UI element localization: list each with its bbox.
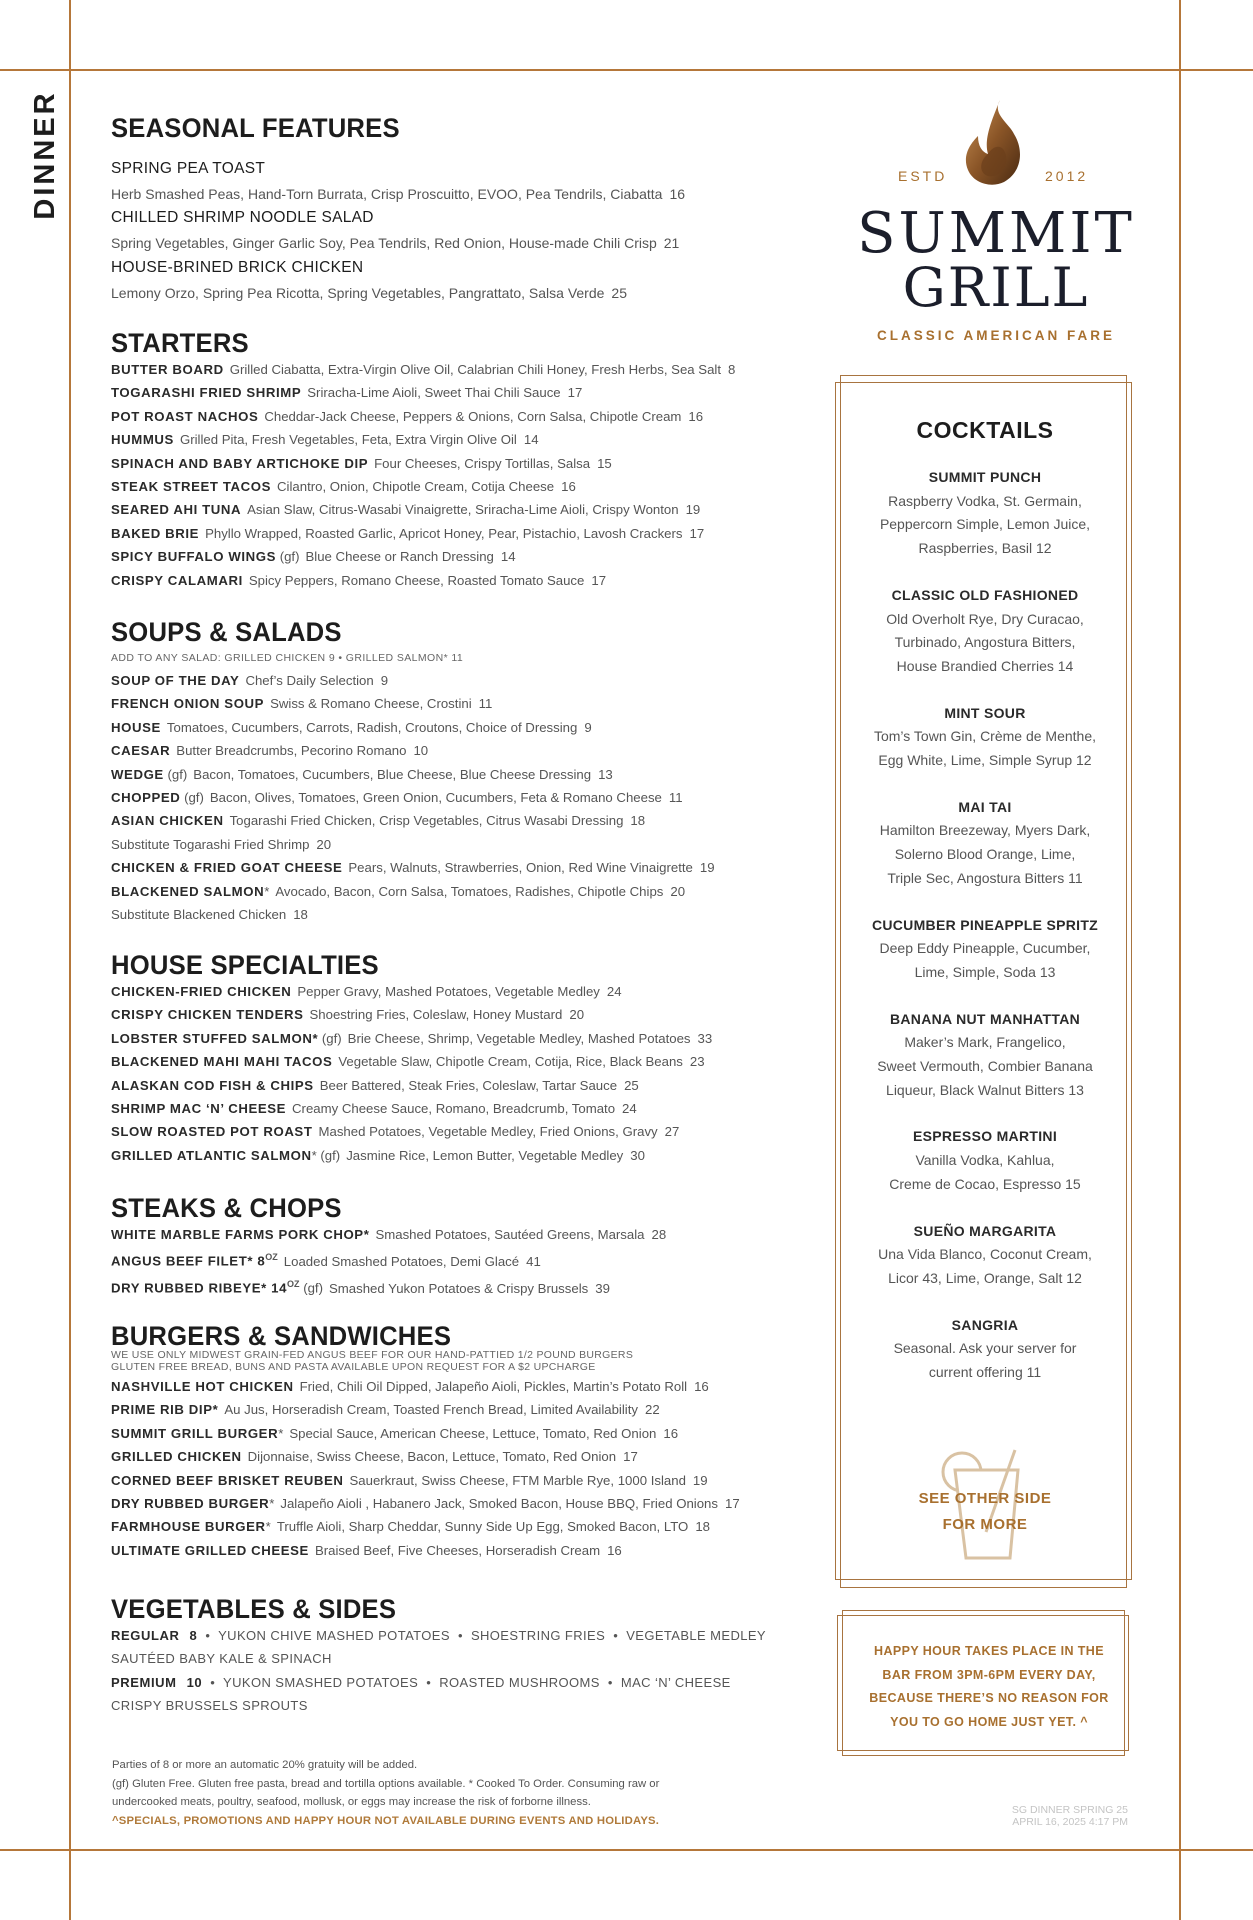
item-price: 25 — [611, 284, 627, 301]
side-item: MAC ‘N’ CHEESE — [620, 1674, 731, 1690]
item-price: 18 — [695, 1519, 710, 1535]
side-item: SAUTÉED BABY KALE & SPINACH — [111, 1651, 332, 1667]
menu-item — [111, 1097, 811, 1120]
bullet-separator: • — [449, 1628, 471, 1643]
item-name: CHICKEN & FRIED GOAT CHEESE — [111, 860, 343, 876]
item-description: Grilled Ciabatta, Extra-Virgin Olive Oil, Calabrian Chili Honey, Fresh Herbs, Sea Salt — [229, 362, 722, 377]
menu-item — [111, 498, 811, 521]
item-name: DRY RUBBED BURGER — [111, 1496, 270, 1512]
menu-item — [111, 1445, 811, 1468]
happy-hour-line: HAPPY HOUR TAKES PLACE IN THE — [874, 1644, 1104, 1658]
menu-item — [111, 1539, 811, 1562]
menu-item — [111, 1375, 811, 1398]
menu-item — [111, 522, 811, 545]
seasonal-item-name: HOUSE-BRINED BRICK CHICKEN — [111, 258, 364, 276]
item-name: ALASKAN COD FISH & CHIPS — [111, 1077, 314, 1093]
section-title: STARTERS — [111, 328, 249, 358]
item-name: CORNED BEEF BRISKET REUBEN — [111, 1472, 344, 1488]
side-item: YUKON CHIVE MASHED POTATOES — [218, 1628, 450, 1643]
item-description: Sauerkraut, Swiss Cheese, FTM Marble Rye, 1000 Island — [349, 1472, 686, 1488]
cocktail-name: BANANA NUT MANHATTAN — [889, 1010, 1081, 1027]
item-description: Butter Breadcrumbs, Pecorino Romano — [176, 743, 407, 759]
happy-hour-notice — [850, 1640, 1128, 1734]
item-description: Truffle Aioli, Sharp Cheddar, Sunny Side Up Egg, Smoked Bacon, LTO — [276, 1519, 689, 1535]
item-name: NASHVILLE HOT CHICKEN — [111, 1379, 294, 1394]
item-description: Beer Battered, Steak Fries, Coleslaw, Tartar Sauce — [319, 1077, 618, 1093]
item-name: BLACKENED MAHI MAHI TACOS — [111, 1054, 333, 1070]
item-name: GRILLED CHICKEN — [111, 1449, 242, 1465]
item-price: 16 — [669, 185, 686, 202]
item-price: 11 — [478, 696, 493, 712]
side-item: CRISPY BRUSSELS SPROUTS — [111, 1698, 308, 1714]
happy-hour-line: BECAUSE THERE’S NO REASON FOR — [869, 1691, 1109, 1705]
cocktail-name: ESPRESSO MARTINI — [912, 1128, 1058, 1145]
cocktail-name: CUCUMBER PINEAPPLE SPRITZ — [871, 916, 1099, 933]
item-description: Brie Cheese, Shrimp, Vegetable Medley, Mashed Potatoes — [347, 1030, 691, 1046]
item-price: 20 — [569, 1007, 585, 1023]
item-price: 27 — [664, 1124, 680, 1140]
item-price: 14 — [523, 432, 539, 448]
item-name: LOBSTER STUFFED SALMON* — [111, 1030, 319, 1046]
side-item: YUKON SMASHED POTATOES — [223, 1674, 419, 1690]
cocktail-item — [850, 1125, 1120, 1196]
menu-item — [111, 980, 811, 1003]
menu-item — [111, 1050, 811, 1073]
menu-item — [111, 833, 811, 856]
item-description: Braised Beef, Five Cheeses, Horseradish Cream — [314, 1542, 601, 1558]
item-tag: (gf) — [163, 766, 188, 782]
logo-estd: ESTD — [898, 168, 948, 184]
item-price: 17 — [689, 525, 705, 541]
item-name: DRY RUBBED RIBEYE* 14 — [111, 1280, 288, 1296]
logo-name-summit: SUMMIT — [857, 201, 1135, 266]
sides-group-label: PREMIUM — [111, 1674, 177, 1690]
item-name: CRISPY CHICKEN TENDERS — [111, 1007, 304, 1023]
item-price: 25 — [624, 1077, 639, 1093]
cocktail-item — [850, 584, 1120, 679]
cocktail-item — [850, 914, 1120, 985]
cocktail-description: Raspberries, Basil 12 — [918, 540, 1052, 557]
version-stamp — [1012, 1804, 1128, 1828]
item-price: 16 — [607, 1542, 622, 1558]
item-name: PRIME RIB DIP* — [111, 1402, 219, 1418]
item-description: Jasmine Rice, Lemon Butter, Vegetable Medley — [346, 1147, 624, 1163]
bullet-separator: • — [599, 1674, 621, 1690]
item-description: Smashed Yukon Potatoes & Crispy Brussels — [328, 1280, 589, 1296]
item-price: 28 — [651, 1227, 667, 1242]
bullet-separator: • — [197, 1628, 219, 1643]
footer-notice: ^SPECIALS, PROMOTIONS AND HAPPY HOUR NOT AVAILABLE DURING EVENTS AND HOLIDAYS. — [112, 1814, 660, 1827]
happy-hour-line: YOU TO GO HOME JUST YET. ^ — [890, 1714, 1088, 1729]
cocktail-description: Raspberry Vodka, St. Germain, — [888, 492, 1082, 509]
sides-group-label: REGULAR — [111, 1628, 180, 1643]
menu-item — [111, 669, 811, 692]
menu-item — [111, 1120, 811, 1143]
cocktail-description: Lime, Simple, Soda 13 — [914, 963, 1056, 980]
section-note: GLUTEN FREE BREAD, BUNS AND PASTA AVAILABLE UPON REQUEST FOR A $2 UPCHARGE — [111, 1361, 596, 1373]
menu-item — [111, 763, 811, 786]
item-description: Spicy Peppers, Romano Cheese, Roasted Tomato Sauce — [248, 572, 585, 588]
item-substitute: Substitute Togarashi Fried Shrimp — [111, 836, 310, 852]
item-price: 17 — [623, 1449, 638, 1465]
item-description: Pears, Walnuts, Strawberries, Onion, Red Wine Vinaigrette — [348, 860, 693, 876]
sides-group-line — [111, 1624, 811, 1647]
cocktail-description: House Brandied Cherries 14 — [896, 657, 1074, 674]
cocktail-name: SANGRIA — [951, 1316, 1019, 1333]
section-note: WE USE ONLY MIDWEST GRAIN-FED ANGUS BEEF FOR OUR HAND-PATTIED 1/2 POUND BURGERS — [111, 1349, 634, 1361]
item-description: Herb Smashed Peas, Hand-Torn Burrata, Crisp Proscuitto, EVOO, Pea Tendrils, Ciabatta — [111, 185, 663, 202]
bullet-separator: • — [605, 1628, 627, 1643]
item-description: Grilled Pita, Fresh Vegetables, Feta, Extra Virgin Olive Oil — [179, 432, 517, 448]
see-other-line-1: SEE OTHER SIDE — [918, 1490, 1052, 1507]
item-tag: (gf) — [180, 790, 204, 806]
item-name: HUMMUS — [111, 432, 174, 448]
menu-item — [111, 1273, 811, 1300]
seasonal-item-desc — [111, 182, 811, 207]
item-name: ASIAN CHICKEN — [111, 813, 224, 829]
seasonal-item-name: SPRING PEA TOAST — [111, 160, 266, 177]
menu-item — [111, 381, 811, 404]
menu-item — [111, 856, 811, 879]
item-tag: (gf) — [299, 1280, 323, 1296]
item-price: 11 — [668, 790, 683, 806]
item-price: 15 — [597, 455, 612, 471]
cocktail-description: Tom’s Town Gin, Crème de Menthe, — [873, 728, 1097, 745]
item-price: 17 — [567, 385, 583, 401]
item-price: 19 — [692, 1472, 708, 1488]
item-name: BAKED BRIE — [111, 525, 200, 541]
menu-item — [111, 739, 811, 762]
item-name: GRILLED ATLANTIC SALMON — [111, 1147, 312, 1163]
item-name: CRISPY CALAMARI — [111, 572, 243, 588]
item-description: Phyllo Wrapped, Roasted Garlic, Apricot Honey, Pear, Pistachio, Lavosh Crackers — [205, 525, 683, 541]
cocktail-name: SUMMIT PUNCH — [928, 469, 1042, 485]
menu-item — [111, 1422, 811, 1445]
menu-item — [111, 1223, 811, 1246]
menu-item — [111, 569, 811, 592]
item-description: Asian Slaw, Citrus-Wasabi Vinaigrette, Sriracha-Lime Aioli, Crispy Wonton — [247, 502, 679, 518]
section-title: STEAKS & CHOPS — [111, 1193, 342, 1223]
item-price: 13 — [598, 766, 613, 782]
cocktail-description: Licor 43, Lime, Orange, Salt 12 — [888, 1269, 1082, 1286]
cocktail-description: Deep Eddy Pineapple, Cucumber, — [879, 940, 1091, 957]
item-name: SOUP OF THE DAY — [111, 673, 240, 688]
item-description: Chef’s Daily Selection — [245, 673, 374, 688]
sides-group-price: 8 — [189, 1628, 198, 1643]
item-description: Mashed Potatoes, Vegetable Medley, Fried Onions, Gravy — [318, 1124, 658, 1140]
cocktail-description: Creme de Cocao, Espresso 15 — [889, 1175, 1081, 1192]
flame-logo-icon — [962, 100, 1032, 186]
item-price: 24 — [622, 1101, 637, 1117]
section-soups-salads — [111, 617, 811, 926]
menu-item — [111, 405, 811, 428]
cocktail-item — [850, 702, 1120, 773]
item-description: Swiss & Romano Cheese, Crostini — [270, 696, 472, 712]
item-name: SPICY BUFFALO WINGS — [111, 549, 277, 565]
item-description: Cheddar-Jack Cheese, Peppers & Onions, Corn Salsa, Chipotle Cream — [264, 408, 682, 424]
section-seasonal-features — [111, 113, 811, 305]
item-price: 39 — [595, 1280, 610, 1296]
item-price: 9 — [584, 719, 592, 735]
item-price: 10 — [413, 743, 429, 759]
item-price: 41 — [526, 1253, 541, 1269]
item-price: 14 — [500, 549, 516, 565]
item-name: CHOPPED — [111, 790, 181, 806]
item-name: SLOW ROASTED POT ROAST — [111, 1124, 313, 1140]
item-name: SUMMIT GRILL BURGER — [111, 1425, 279, 1441]
item-tag: (gf) — [276, 549, 300, 565]
menu-item — [111, 1003, 811, 1026]
seasonal-item-desc — [111, 231, 811, 256]
item-description: Pepper Gravy, Mashed Potatoes, Vegetable Medley — [297, 984, 600, 999]
item-tag: * — [265, 1519, 271, 1535]
menu-item — [111, 880, 811, 903]
item-price: 16 — [694, 1379, 709, 1394]
cocktail-description: Seasonal. Ask your server for — [893, 1340, 1077, 1357]
item-name: CAESAR — [111, 743, 171, 759]
section-burgers-sandwiches — [111, 1321, 811, 1562]
item-name: TOGARASHI FRIED SHRIMP — [111, 385, 302, 401]
menu-item — [111, 452, 811, 475]
version-name: SG DINNER SPRING 25 — [1011, 1804, 1128, 1816]
item-tag: (gf) — [318, 1030, 342, 1046]
item-name: STEAK STREET TACOS — [111, 479, 272, 495]
item-description: Four Cheeses, Crispy Tortillas, Salsa — [374, 455, 591, 471]
item-price: 17 — [591, 572, 607, 588]
section-title: HOUSE SPECIALTIES — [111, 950, 379, 980]
section-house-specialties — [111, 950, 811, 1167]
item-description: Fried, Chili Oil Dipped, Jalapeño Aioli, Pickles, Martin’s Potato Roll — [299, 1379, 688, 1394]
sides-group-line — [111, 1671, 811, 1694]
item-name: FRENCH ONION SOUP — [111, 696, 265, 712]
item-price: 20 — [670, 883, 686, 899]
menu-item — [111, 1398, 811, 1421]
cocktail-item — [850, 1314, 1120, 1385]
item-substitute: Substitute Blackened Chicken — [111, 907, 287, 923]
footer-disclaimer-2: undercooked meats, poultry, seafood, mollusk, or eggs may increase the risk of forborne illness. — [112, 1796, 591, 1808]
item-description: Blue Cheese or Ranch Dressing — [305, 549, 494, 565]
section-vegetables-sides — [111, 1594, 811, 1718]
version-date: APRIL 16, 2025 4:17 PM — [1012, 1816, 1128, 1828]
menu-footer — [112, 1756, 659, 1830]
logo-name-grill: GRILL — [902, 256, 1090, 319]
item-size-unit: OZ — [287, 1279, 300, 1290]
logo-year: 2012 — [1045, 168, 1089, 184]
item-price: 16 — [663, 1425, 679, 1441]
side-item: ROASTED MUSHROOMS — [439, 1674, 600, 1690]
item-name: CHICKEN-FRIED CHICKEN — [111, 984, 292, 999]
menu-item — [111, 809, 811, 832]
item-description: Cilantro, Onion, Chipotle Cream, Cotija Cheese — [277, 479, 555, 495]
menu-item — [111, 358, 811, 381]
item-name: WHITE MARBLE FARMS PORK CHOP* — [111, 1227, 370, 1242]
sides-group-price: 10 — [186, 1674, 203, 1690]
menu-item — [111, 716, 811, 739]
menu-item — [111, 1515, 811, 1538]
item-price: 23 — [689, 1054, 705, 1070]
item-price: 24 — [606, 984, 622, 999]
item-price: 21 — [663, 235, 680, 252]
frame-rule-bottom — [0, 1849, 1253, 1851]
item-size-unit: OZ — [265, 1252, 278, 1263]
item-description: Smashed Potatoes, Sautéed Greens, Marsala — [375, 1227, 645, 1242]
item-name: SPINACH AND BABY ARTICHOKE DIP — [111, 455, 369, 471]
item-description: Vegetable Slaw, Chipotle Cream, Cotija, Rice, Black Beans — [338, 1054, 683, 1070]
item-description: Bacon, Olives, Tomatoes, Green Onion, Cucumbers, Feta & Romano Cheese — [209, 790, 662, 806]
salad-add-ons: ADD TO ANY SALAD: GRILLED CHICKEN 9 • GRILLED SALMON* 11 — [111, 652, 464, 664]
cocktail-description: Vanilla Vodka, Kahlua, — [915, 1152, 1055, 1169]
menu-item — [111, 903, 811, 926]
item-price: 16 — [561, 479, 576, 495]
item-name: BLACKENED SALMON — [111, 883, 265, 899]
cocktail-description: Triple Sec, Angostura Bitters 11 — [887, 869, 1083, 886]
item-description: Au Jus, Horseradish Cream, Toasted French Bread, Limited Availability — [224, 1402, 638, 1418]
cocktail-description: Maker’s Mark, Frangelico, — [904, 1034, 1066, 1051]
bullet-separator: • — [202, 1674, 224, 1690]
menu-item — [111, 1469, 811, 1492]
item-name: ANGUS BEEF FILET* 8 — [111, 1253, 266, 1269]
item-name: HOUSE — [111, 719, 161, 735]
item-description: Spring Vegetables, Ginger Garlic Soy, Pea Tendrils, Red Onion, House-made Chili Crisp — [111, 235, 657, 252]
cocktail-item — [850, 1220, 1120, 1291]
cocktail-name: CLASSIC OLD FASHIONED — [891, 586, 1079, 603]
item-name: WEDGE — [111, 766, 164, 782]
cocktail-description: Sweet Vermouth, Combier Banana — [877, 1058, 1093, 1075]
menu-item — [111, 475, 811, 498]
item-description: Sriracha-Lime Aioli, Sweet Thai Chili Sauce — [307, 385, 561, 401]
cocktail-name: MINT SOUR — [944, 704, 1026, 721]
cocktail-description: Una Vida Blanco, Coconut Cream, — [878, 1246, 1092, 1263]
menu-item — [111, 1246, 811, 1273]
section-title: SEASONAL FEATURES — [111, 113, 400, 143]
item-name: SHRIMP MAC ‘N’ CHEESE — [111, 1101, 287, 1117]
cocktail-item — [850, 796, 1120, 891]
item-price: 19 — [685, 502, 701, 518]
cocktails-title: COCKTAILS — [916, 417, 1054, 443]
item-description: Shoestring Fries, Coleslaw, Honey Mustard — [309, 1007, 563, 1023]
item-price: 22 — [644, 1402, 660, 1418]
item-tag: * (gf) — [311, 1147, 341, 1163]
frame-rule-left — [69, 0, 71, 1920]
item-tag: * — [269, 1496, 275, 1512]
item-price: 30 — [630, 1147, 645, 1163]
see-other-side-link[interactable] — [850, 1486, 1120, 1538]
seasonal-item-name: CHILLED SHRIMP NOODLE SALAD — [111, 209, 374, 227]
cocktail-name: MAI TAI — [958, 798, 1012, 815]
menu-item — [111, 786, 811, 809]
cocktail-description: Solerno Blood Orange, Lime, — [894, 846, 1076, 863]
section-title: SOUPS & SALADS — [111, 617, 342, 647]
section-title: BURGERS & SANDWICHES — [111, 1321, 452, 1351]
cocktail-description: Hamilton Breezeway, Myers Dark, — [879, 822, 1091, 839]
menu-item — [111, 692, 811, 715]
footer-disclaimer-1: (gf) Gluten Free. Gluten free pasta, bread and tortilla options available. * Cooked To Order. Consuming raw or — [112, 1777, 660, 1790]
cocktail-description: Peppercorn Simple, Lemon Juice, — [879, 516, 1091, 533]
see-other-line-2: FOR MORE — [942, 1516, 1028, 1533]
section-starters — [111, 328, 811, 592]
footer-gratuity: Parties of 8 or more an automatic 20% gratuity will be added. — [112, 1759, 418, 1771]
item-description: Lemony Orzo, Spring Pea Ricotta, Spring Vegetables, Pangrattato, Salsa Verde — [111, 284, 605, 301]
item-price: 16 — [688, 408, 704, 424]
cocktail-item — [850, 1008, 1120, 1103]
item-name: POT ROAST NACHOS — [111, 408, 259, 424]
item-description: Togarashi Fried Chicken, Crisp Vegetables, Citrus Wasabi Dressing — [229, 813, 624, 829]
item-description: Creamy Cheese Sauce, Romano, Breadcrumb, Tomato — [292, 1101, 616, 1117]
cocktail-name: SUEÑO MARGARITA — [913, 1222, 1057, 1239]
item-description: Loaded Smashed Potatoes, Demi Glacé — [283, 1253, 520, 1269]
menu-item — [111, 1027, 811, 1050]
item-name: FARMHOUSE BURGER — [111, 1519, 266, 1535]
item-price: 17 — [724, 1496, 740, 1512]
menu-item — [111, 1492, 811, 1515]
item-description: Jalapeño Aioli , Habanero Jack, Smoked Bacon, House BBQ, Fried Onions — [280, 1496, 718, 1512]
cocktail-item — [850, 466, 1120, 561]
frame-rule-top — [0, 69, 1253, 71]
cocktails-panel — [850, 414, 1120, 1408]
item-tag: * — [264, 883, 270, 899]
cocktail-description: Liqueur, Black Walnut Bitters 13 — [886, 1081, 1084, 1098]
item-description: Special Sauce, American Cheese, Lettuce, Tomato, Red Onion — [289, 1425, 657, 1441]
item-name: SEARED AHI TUNA — [111, 502, 242, 518]
menu-item — [111, 1074, 811, 1097]
item-price: 33 — [697, 1030, 713, 1046]
item-name: ULTIMATE GRILLED CHEESE — [111, 1542, 309, 1558]
item-name: BUTTER BOARD — [111, 362, 224, 377]
logo-tagline: CLASSIC AMERICAN FARE — [876, 328, 1115, 343]
section-title: VEGETABLES & SIDES — [111, 1594, 397, 1624]
item-tag: * — [278, 1425, 284, 1441]
menu-side-label: DINNER — [29, 90, 61, 220]
item-description: Bacon, Tomatoes, Cucumbers, Blue Cheese, Blue Cheese Dressing — [193, 766, 592, 782]
menu-item — [111, 545, 811, 568]
menu-item — [111, 428, 811, 451]
side-item: SHOESTRING FRIES — [470, 1628, 606, 1643]
item-description: Tomatoes, Cucumbers, Carrots, Radish, Croutons, Choice of Dressing — [166, 719, 578, 735]
section-steaks-chops — [111, 1193, 811, 1300]
item-description: Dijonnaise, Swiss Cheese, Bacon, Lettuce, Tomato, Red Onion — [247, 1449, 617, 1465]
item-price: 19 — [699, 860, 715, 876]
bullet-separator: • — [418, 1674, 440, 1690]
item-price: 18 — [630, 813, 646, 829]
item-description: Avocado, Bacon, Corn Salsa, Tomatoes, Radishes, Chipotle Chips — [275, 883, 664, 899]
side-item: VEGETABLE MEDLEY — [626, 1628, 767, 1643]
cocktail-description: Egg White, Lime, Simple Syrup 12 — [878, 752, 1092, 769]
item-price: 9 — [380, 673, 389, 688]
cocktail-description: Old Overholt Rye, Dry Curacao, — [886, 610, 1084, 627]
frame-rule-right — [1179, 0, 1181, 1920]
item-price: 18 — [293, 907, 308, 923]
happy-hour-line: BAR FROM 3PM-6PM EVERY DAY, — [882, 1667, 1096, 1682]
menu-item — [111, 1144, 811, 1167]
seasonal-item-desc — [111, 281, 811, 306]
item-price: 8 — [728, 362, 736, 377]
cocktail-description: current offering 11 — [928, 1364, 1042, 1381]
cocktail-description: Turbinado, Angostura Bitters, — [894, 634, 1076, 651]
item-price: 20 — [316, 836, 332, 852]
